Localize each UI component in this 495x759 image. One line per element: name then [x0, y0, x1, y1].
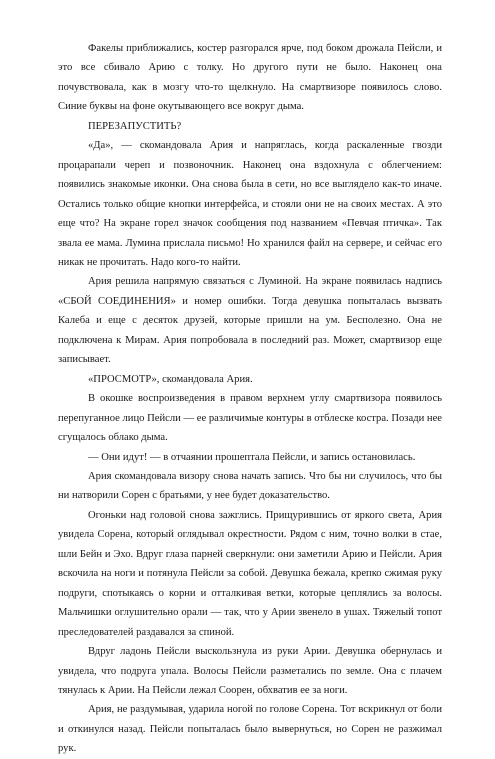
paragraph: В окошке воспроизведения в правом верхнем углу смартвизора появилось перепуганное лицо Пейсли — ее различимые контуры в отблеске костра. Позади нее сгущалось облако дыма.: [58, 393, 442, 444]
paragraph: ПЕРЕЗАПУСТИТЬ?: [88, 120, 182, 132]
paragraph: — Они идут! — в отчаянии прошептала Пейсли, и запись остановилась.: [88, 451, 416, 463]
body-text: [58, 39, 442, 759]
paragraph: Огоньки над головой снова зажглись. Прищурившись от яркого света, Ария увидела Сорена, который оглядывал окрестности. Рядом с ним, точно волки в стае, шли Бейн и Эхо. Вдруг глаза парней сверкнули: они заметили Арию и Пейсли. Ария вскочила на ноги и потянула Пейсли за собой. Девушка бежала, крепко сжимая руку подруги, спотыкаясь о корни и отталкивая ветки, которые цеплялись за волосы. Мальчишки оглушительно орали — так, что у Арии звенело в ушах. Тяжелый топот преследователей раздавался за спиной.: [58, 509, 442, 638]
paragraph: Ария, не раздумывая, ударила ногой по голове Сорена. Тот вскрикнул от боли и откинулся назад. Пейсли попыталась было вывернуться, но Сорен не разжимал рук.: [58, 704, 442, 755]
paragraph: «Да», — скомандовала Ария и напряглась, когда раскаленные гвозди процарапали череп и позвоночник. Наконец она вздохнула с облегчением: появились знакомые иконки. Она снова была в сети, но все выглядело как-то иначе. Остались только общие кнопки интерфейса, и стояли они не на своих местах. А это еще что? На экране горел значок сообщения под названием «Певчая птичка». Так звала ее мама. Лумина прислала письмо! Но хранился файл на сервере, и сейчас его никак не прочитать. Надо кого-то найти.: [58, 140, 442, 268]
paragraph: Вдруг ладонь Пейсли выскользнула из руки Арии. Девушка обернулась и увидела, что подруга упала. Волосы Пейсли разметались по земле. Она с плачем тянулась к Арии. На Пейсли лежал Соорен, обхватив ее за ноги.: [58, 646, 442, 696]
paragraph: Факелы приближались, костер разгорался ярче, под боком дрожала Пейсли, и это все сбивало Арию с толку. Но другого пути не было. Наконец она почувствовала, как в мозгу что-то щелкнуло. На смартвизоре появилось слово. Синие буквы на фоне окутывающего все вокруг дыма.: [58, 43, 442, 113]
paragraph: «ПРОСМОТР», скомандовала Ария.: [88, 373, 253, 385]
paragraph: Ария решила напрямую связаться с Луминой. На экране появилась надпись «СБОЙ СОЕДИНЕНИЯ» и номер ошибки. Тогда девушка попыталась вызвать Калеба и еще с десяток друзей, которые пришли на ум. Бесполезно. Она не подключена к Мирам. Ария попробовала в последний раз. Может, смартвизор еще записывает.: [58, 276, 442, 366]
paragraph: Ария скомандовала визору снова начать запись. Что бы ни случилось, что бы ни натворили Сорен с братьями, у нее будет доказательство.: [58, 470, 442, 502]
